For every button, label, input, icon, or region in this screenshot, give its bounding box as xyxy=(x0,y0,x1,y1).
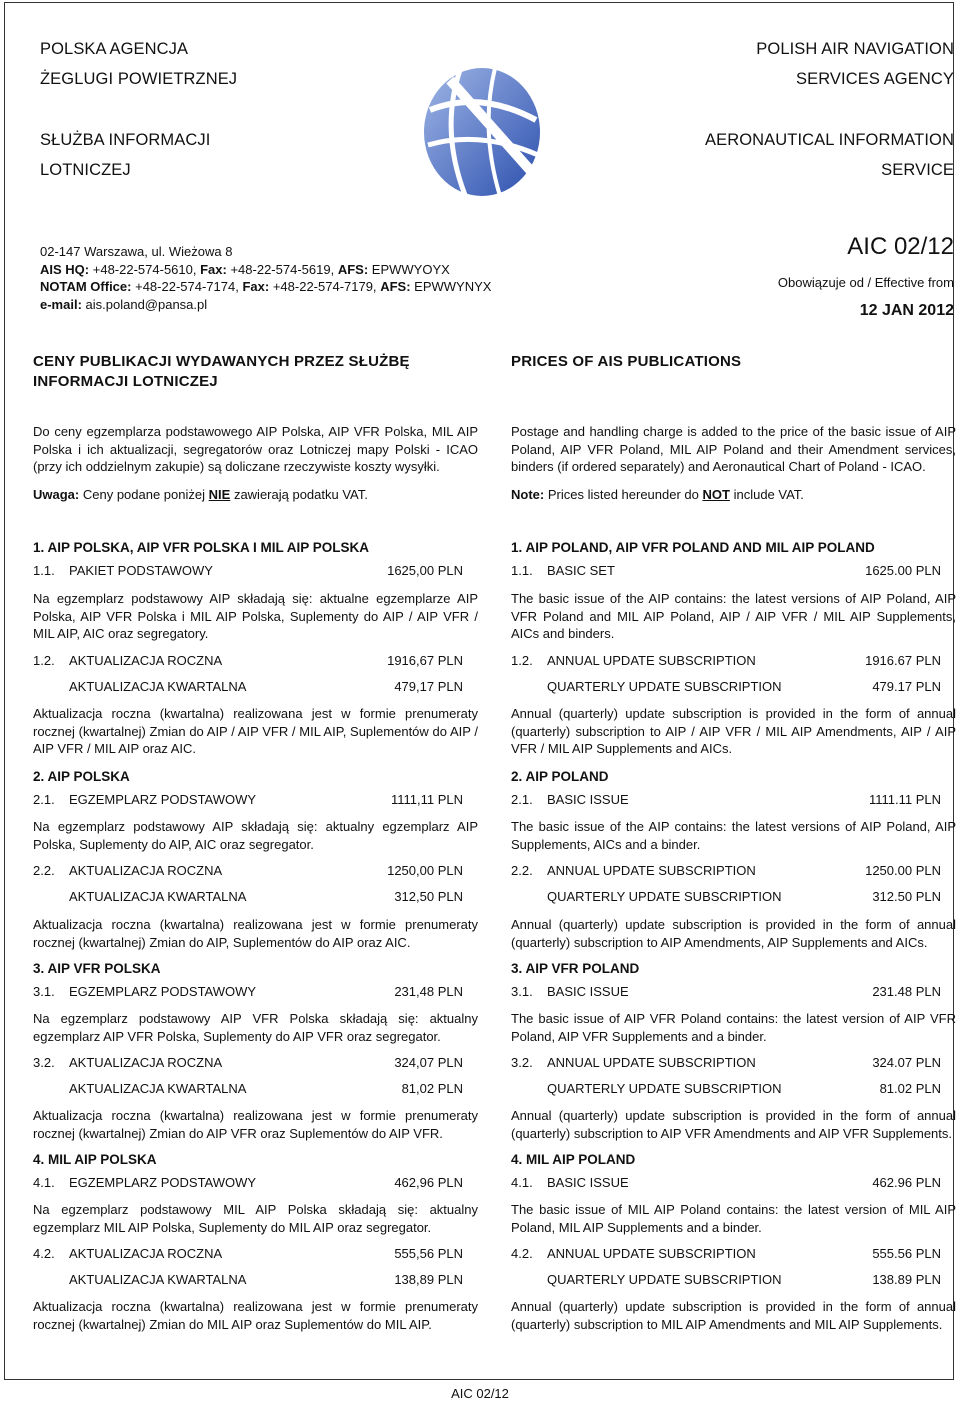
section-3-title-en: 3. AIP VFR POLAND xyxy=(511,961,640,976)
price-row xyxy=(511,653,941,670)
price-row xyxy=(33,863,463,880)
section-4-desc-en: The basic issue of MIL AIP Poland contains: the latest version of MIL AIP Poland, MIL AIP Supplements and a binder. xyxy=(511,1202,956,1235)
item-price: 555,56 PLN xyxy=(394,1246,463,1261)
item-label: ANNUAL UPDATE SUBSCRIPTION xyxy=(547,863,756,878)
item-label: BASIC ISSUE xyxy=(547,1175,629,1190)
section-1-desc-pl: Na egzemplarz podstawowy AIP składają się: aktualne egzemplarze AIP Polska, AIP VFR Polska i MIL AIP Polska, Suplementy do AIP / AIP VFR / MIL AIP, AIC oraz segregatory. xyxy=(33,591,478,641)
price-row xyxy=(511,889,941,906)
note-pl xyxy=(33,486,478,504)
item-number: 1.2. xyxy=(33,653,55,668)
item-label: AKTUALIZACJA KWARTALNA xyxy=(69,1272,247,1287)
title-en: PRICES OF AIS PUBLICATIONS xyxy=(511,353,742,370)
note-emphasis: NIE xyxy=(208,487,231,502)
price-row xyxy=(33,653,463,670)
item-label: BASIC SET xyxy=(547,563,615,578)
price-row xyxy=(511,1246,941,1263)
email-link[interactable]: ais.poland@pansa.pl xyxy=(85,296,208,312)
item-number: 4.2. xyxy=(33,1246,55,1261)
item-price: 312,50 PLN xyxy=(394,889,463,904)
item-price: 231,48 PLN xyxy=(394,984,463,999)
item-price: 1916,67 PLN xyxy=(387,653,463,668)
title-pl: CENY PUBLIKACJI WYDAWANYCH PRZEZ SŁUŻBĘ INFORMACJI LOTNICZEJ xyxy=(33,353,410,390)
item-price: 81,02 PLN xyxy=(401,1081,463,1096)
item-price: 1916.67 PLN xyxy=(865,653,941,668)
item-label: AKTUALIZACJA KWARTALNA xyxy=(69,679,247,694)
item-price: 81.02 PLN xyxy=(879,1081,941,1096)
section-2-update-en: Annual (quarterly) update subscription is provided in the form of annual (quarterly) subscription to AIP Amendments, AIP Supplements and AICs. xyxy=(511,917,956,950)
contact-block xyxy=(40,243,491,313)
notam-contact-line xyxy=(40,278,491,296)
price-row xyxy=(511,792,941,809)
item-label: QUARTERLY UPDATE SUBSCRIPTION xyxy=(547,679,782,694)
section-4-desc-pl: Na egzemplarz podstawowy MIL AIP Polska składają się: aktualny egzemplarz MIL AIP Polska, Suplementy do MIL AIP oraz segregator. xyxy=(33,1202,478,1235)
price-row xyxy=(511,984,941,1001)
price-row xyxy=(33,679,463,696)
afs-label: AFS: xyxy=(380,279,411,294)
item-price: 462,96 PLN xyxy=(394,1175,463,1190)
item-price: 479.17 PLN xyxy=(872,679,941,694)
item-number: 3.1. xyxy=(511,984,533,999)
item-price: 479,17 PLN xyxy=(394,679,463,694)
section-2-desc-en: The basic issue of the AIP contains: the latest versions of AIP Poland, AIP Supplements, AICs and a binder. xyxy=(511,819,956,852)
ais-contact-line xyxy=(40,261,491,279)
price-row xyxy=(511,1055,941,1072)
section-2-desc-pl: Na egzemplarz podstawowy AIP składają się: aktualny egzemplarz AIP Polska, Suplementy do AIP, AIC oraz segregator. xyxy=(33,819,478,852)
section-4-update-en: Annual (quarterly) update subscription is provided in the form of annual (quarterly) subscription to MIL AIP Amendments and MIL AIP Supplements. xyxy=(511,1299,956,1332)
service-name-en-line1: AERONAUTICAL INFORMATION xyxy=(705,131,954,149)
ais-fax: +48-22-574-5619, xyxy=(230,261,335,277)
intro-en: Postage and handling charge is added to the price of the basic issue of AIP Poland, AIP VFR Poland, MIL AIP Poland and their Amendment services, binders (if ordered separately) and Aeronautical Chart of Poland - ICAO. xyxy=(511,424,956,474)
item-label: ANNUAL UPDATE SUBSCRIPTION xyxy=(547,1246,756,1261)
item-number: 1.2. xyxy=(511,653,533,668)
section-1-update-pl: Aktualizacja roczna (kwartalna) realizowana jest w formie prenumeraty rocznej (kwartalnej) Zmian do AIP / AIP VFR / MIL AIP, Suplementów do AIP / AIP VFR / MIL AIP oraz AIC. xyxy=(33,706,478,756)
item-number: 3.2. xyxy=(33,1055,55,1070)
notam-label: NOTAM Office: xyxy=(40,279,132,294)
section-3-desc-en: The basic issue of AIP VFR Poland contains: the latest version of AIP VFR Poland, AIP VFR Supplements and a binder. xyxy=(511,1011,956,1044)
price-row xyxy=(33,1055,463,1072)
section-4-title-pl: 4. MIL AIP POLSKA xyxy=(33,1152,157,1167)
address-line: 02-147 Warszawa, ul. Wieżowa 8 xyxy=(40,244,233,259)
section-3-update-pl: Aktualizacja roczna (kwartalna) realizowana jest w formie prenumeraty rocznej (kwartalnej) Zmian do AIP VFR oraz Suplementów do AIP VFR. xyxy=(33,1108,478,1141)
globe-logo-icon xyxy=(420,60,544,200)
section-1-update-en: Annual (quarterly) update subscription is provided in the form of annual (quarterly) subscription to AIP / AIP VFR / MIL AIP Amendments, AIP / AIP VFR / MIL AIP Supplements and AICs. xyxy=(511,706,956,756)
price-row xyxy=(33,1081,463,1098)
section-3-desc-pl: Na egzemplarz podstawowy AIP VFR Polska składają się: aktualny egzemplarz AIP VFR Polska, Suplementy do AIP VFR oraz segregator. xyxy=(33,1011,478,1044)
item-price: 324,07 PLN xyxy=(394,1055,463,1070)
agency-name-pl-line1: POLSKA AGENCJA xyxy=(40,40,189,58)
service-name-pl-line2: LOTNICZEJ xyxy=(40,161,131,179)
note-label: Uwaga: xyxy=(33,487,80,502)
afs-label: AFS: xyxy=(337,261,369,277)
price-row xyxy=(511,1272,941,1289)
note-text: Ceny podane poniżej xyxy=(82,487,206,502)
item-label: AKTUALIZACJA KWARTALNA xyxy=(69,1081,247,1096)
price-row xyxy=(33,889,463,906)
item-number: 2.2. xyxy=(511,863,533,878)
item-label: AKTUALIZACJA KWARTALNA xyxy=(69,889,247,904)
intro-pl: Do ceny egzemplarza podstawowego AIP Polska, AIP VFR Polska, MIL AIP Polska i ich aktualizacji, segregatorów oraz Lotniczej mapy Polski - ICAO (przy ich oddzielnym zakupie) są doliczane rzeczywiste koszty wysyłki. xyxy=(33,424,478,474)
item-price: 138,89 PLN xyxy=(394,1272,463,1287)
section-2-update-pl: Aktualizacja roczna (kwartalna) realizowana jest w formie prenumeraty rocznej (kwartalnej) Zmian do AIP, Suplementów do AIP oraz AIC. xyxy=(33,917,478,950)
item-label: AKTUALIZACJA ROCZNA xyxy=(69,653,223,668)
item-number: 3.1. xyxy=(33,984,55,999)
effective-label: Obowiązuje od / Effective from xyxy=(777,275,954,290)
item-label: BASIC ISSUE xyxy=(547,792,629,807)
section-1-desc-en: The basic issue of the AIP contains: the latest versions of AIP Poland, AIP VFR Poland and MIL AIP Poland, AIP / AIP VFR / MIL AIP Supplements, AICs and binders. xyxy=(511,591,956,641)
service-name-pl-line1: SŁUŻBA INFORMACJI xyxy=(40,131,211,149)
item-number: 2.2. xyxy=(33,863,55,878)
ais-label: AIS HQ: xyxy=(40,261,90,277)
item-number: 2.1. xyxy=(33,792,55,807)
price-row xyxy=(511,1175,941,1192)
section-2-title-pl: 2. AIP POLSKA xyxy=(33,769,130,784)
item-price: 231.48 PLN xyxy=(872,984,941,999)
price-row xyxy=(33,1272,463,1289)
email-line xyxy=(40,296,491,314)
item-label: QUARTERLY UPDATE SUBSCRIPTION xyxy=(547,889,782,904)
item-label: ANNUAL UPDATE SUBSCRIPTION xyxy=(547,653,756,668)
item-label: EGZEMPLARZ PODSTAWOWY xyxy=(69,984,257,999)
notam-afs: EPWWYNYX xyxy=(414,279,492,294)
section-3-title-pl: 3. AIP VFR POLSKA xyxy=(33,961,161,976)
item-price: 138.89 PLN xyxy=(872,1272,941,1287)
item-label: PAKIET PODSTAWOWY xyxy=(69,563,213,578)
ais-afs: EPWWYOYX xyxy=(371,261,450,277)
item-price: 555.56 PLN xyxy=(872,1246,941,1261)
price-row xyxy=(511,563,941,580)
section-4-title-en: 4. MIL AIP POLAND xyxy=(511,1152,636,1167)
item-label: AKTUALIZACJA ROCZNA xyxy=(69,863,223,878)
item-price: 312.50 PLN xyxy=(872,889,941,904)
note-text: include VAT. xyxy=(733,487,804,502)
note-en xyxy=(511,486,956,504)
item-price: 1250,00 PLN xyxy=(387,863,463,878)
price-row xyxy=(33,563,463,580)
item-number: 2.1. xyxy=(511,792,533,807)
service-name-en-line2: SERVICE xyxy=(881,161,954,179)
item-label: BASIC ISSUE xyxy=(547,984,629,999)
item-price: 1111.11 PLN xyxy=(868,792,941,807)
aic-number: AIC 02/12 xyxy=(847,233,954,260)
item-label: EGZEMPLARZ PODSTAWOWY xyxy=(69,1175,257,1190)
price-row xyxy=(33,984,463,1001)
page-footer: AIC 02/12 xyxy=(451,1386,509,1401)
item-number: 4.1. xyxy=(33,1175,55,1190)
item-label: AKTUALIZACJA ROCZNA xyxy=(69,1246,223,1261)
price-row xyxy=(33,1246,463,1263)
ais-phone: +48-22-574-5610, xyxy=(92,261,197,277)
item-label: QUARTERLY UPDATE SUBSCRIPTION xyxy=(547,1081,782,1096)
item-number: 1.1. xyxy=(33,563,55,578)
section-2-title-en: 2. AIP POLAND xyxy=(511,769,609,784)
item-label: ANNUAL UPDATE SUBSCRIPTION xyxy=(547,1055,756,1070)
note-label: Note: xyxy=(511,487,545,502)
price-row xyxy=(33,1175,463,1192)
notam-fax: +48-22-574-7179, xyxy=(272,279,377,294)
fax-label: Fax: xyxy=(200,261,227,277)
item-price: 462.96 PLN xyxy=(872,1175,941,1190)
email-label: e-mail: xyxy=(40,296,82,312)
fax-label: Fax: xyxy=(242,279,270,294)
item-number: 4.2. xyxy=(511,1246,533,1261)
section-1-title-en: 1. AIP POLAND, AIP VFR POLAND AND MIL AIP POLAND xyxy=(511,540,875,555)
section-1-title-pl: 1. AIP POLSKA, AIP VFR POLSKA I MIL AIP POLSKA xyxy=(33,540,370,555)
note-text: zawierają podatku VAT. xyxy=(233,487,368,502)
price-row xyxy=(511,1081,941,1098)
item-price: 1625,00 PLN xyxy=(387,563,463,578)
effective-date: 12 JAN 2012 xyxy=(859,302,954,319)
item-price: 324.07 PLN xyxy=(872,1055,941,1070)
item-number: 1.1. xyxy=(511,563,533,578)
item-label: AKTUALIZACJA ROCZNA xyxy=(69,1055,223,1070)
notam-phone: +48-22-574-7174, xyxy=(135,279,239,294)
section-4-update-pl: Aktualizacja roczna (kwartalna) realizowana jest w formie prenumeraty rocznej (kwartalnej) Zmian do MIL AIP oraz Suplementów do MIL AIP. xyxy=(33,1299,478,1332)
price-row xyxy=(511,863,941,880)
item-number: 3.2. xyxy=(511,1055,533,1070)
price-row xyxy=(33,792,463,809)
item-number: 4.1. xyxy=(511,1175,533,1190)
item-label: QUARTERLY UPDATE SUBSCRIPTION xyxy=(547,1272,782,1287)
note-emphasis: NOT xyxy=(702,487,730,502)
section-3-update-en: Annual (quarterly) update subscription is provided in the form of annual (quarterly) subscription to AIP VFR Amendments and AIP VFR Supplements. xyxy=(511,1108,956,1141)
agency-name-pl-line2: ŻEGLUGI POWIETRZNEJ xyxy=(40,70,238,88)
item-price: 1625.00 PLN xyxy=(865,563,941,578)
item-price: 1111,11 PLN xyxy=(390,792,463,807)
agency-name-en-line2: SERVICES AGENCY xyxy=(795,70,954,88)
price-row xyxy=(511,679,941,696)
item-price: 1250.00 PLN xyxy=(865,863,941,878)
note-text: Prices listed hereunder do xyxy=(547,487,699,502)
agency-name-en-line1: POLISH AIR NAVIGATION xyxy=(756,40,954,58)
item-label: EGZEMPLARZ PODSTAWOWY xyxy=(69,792,257,807)
